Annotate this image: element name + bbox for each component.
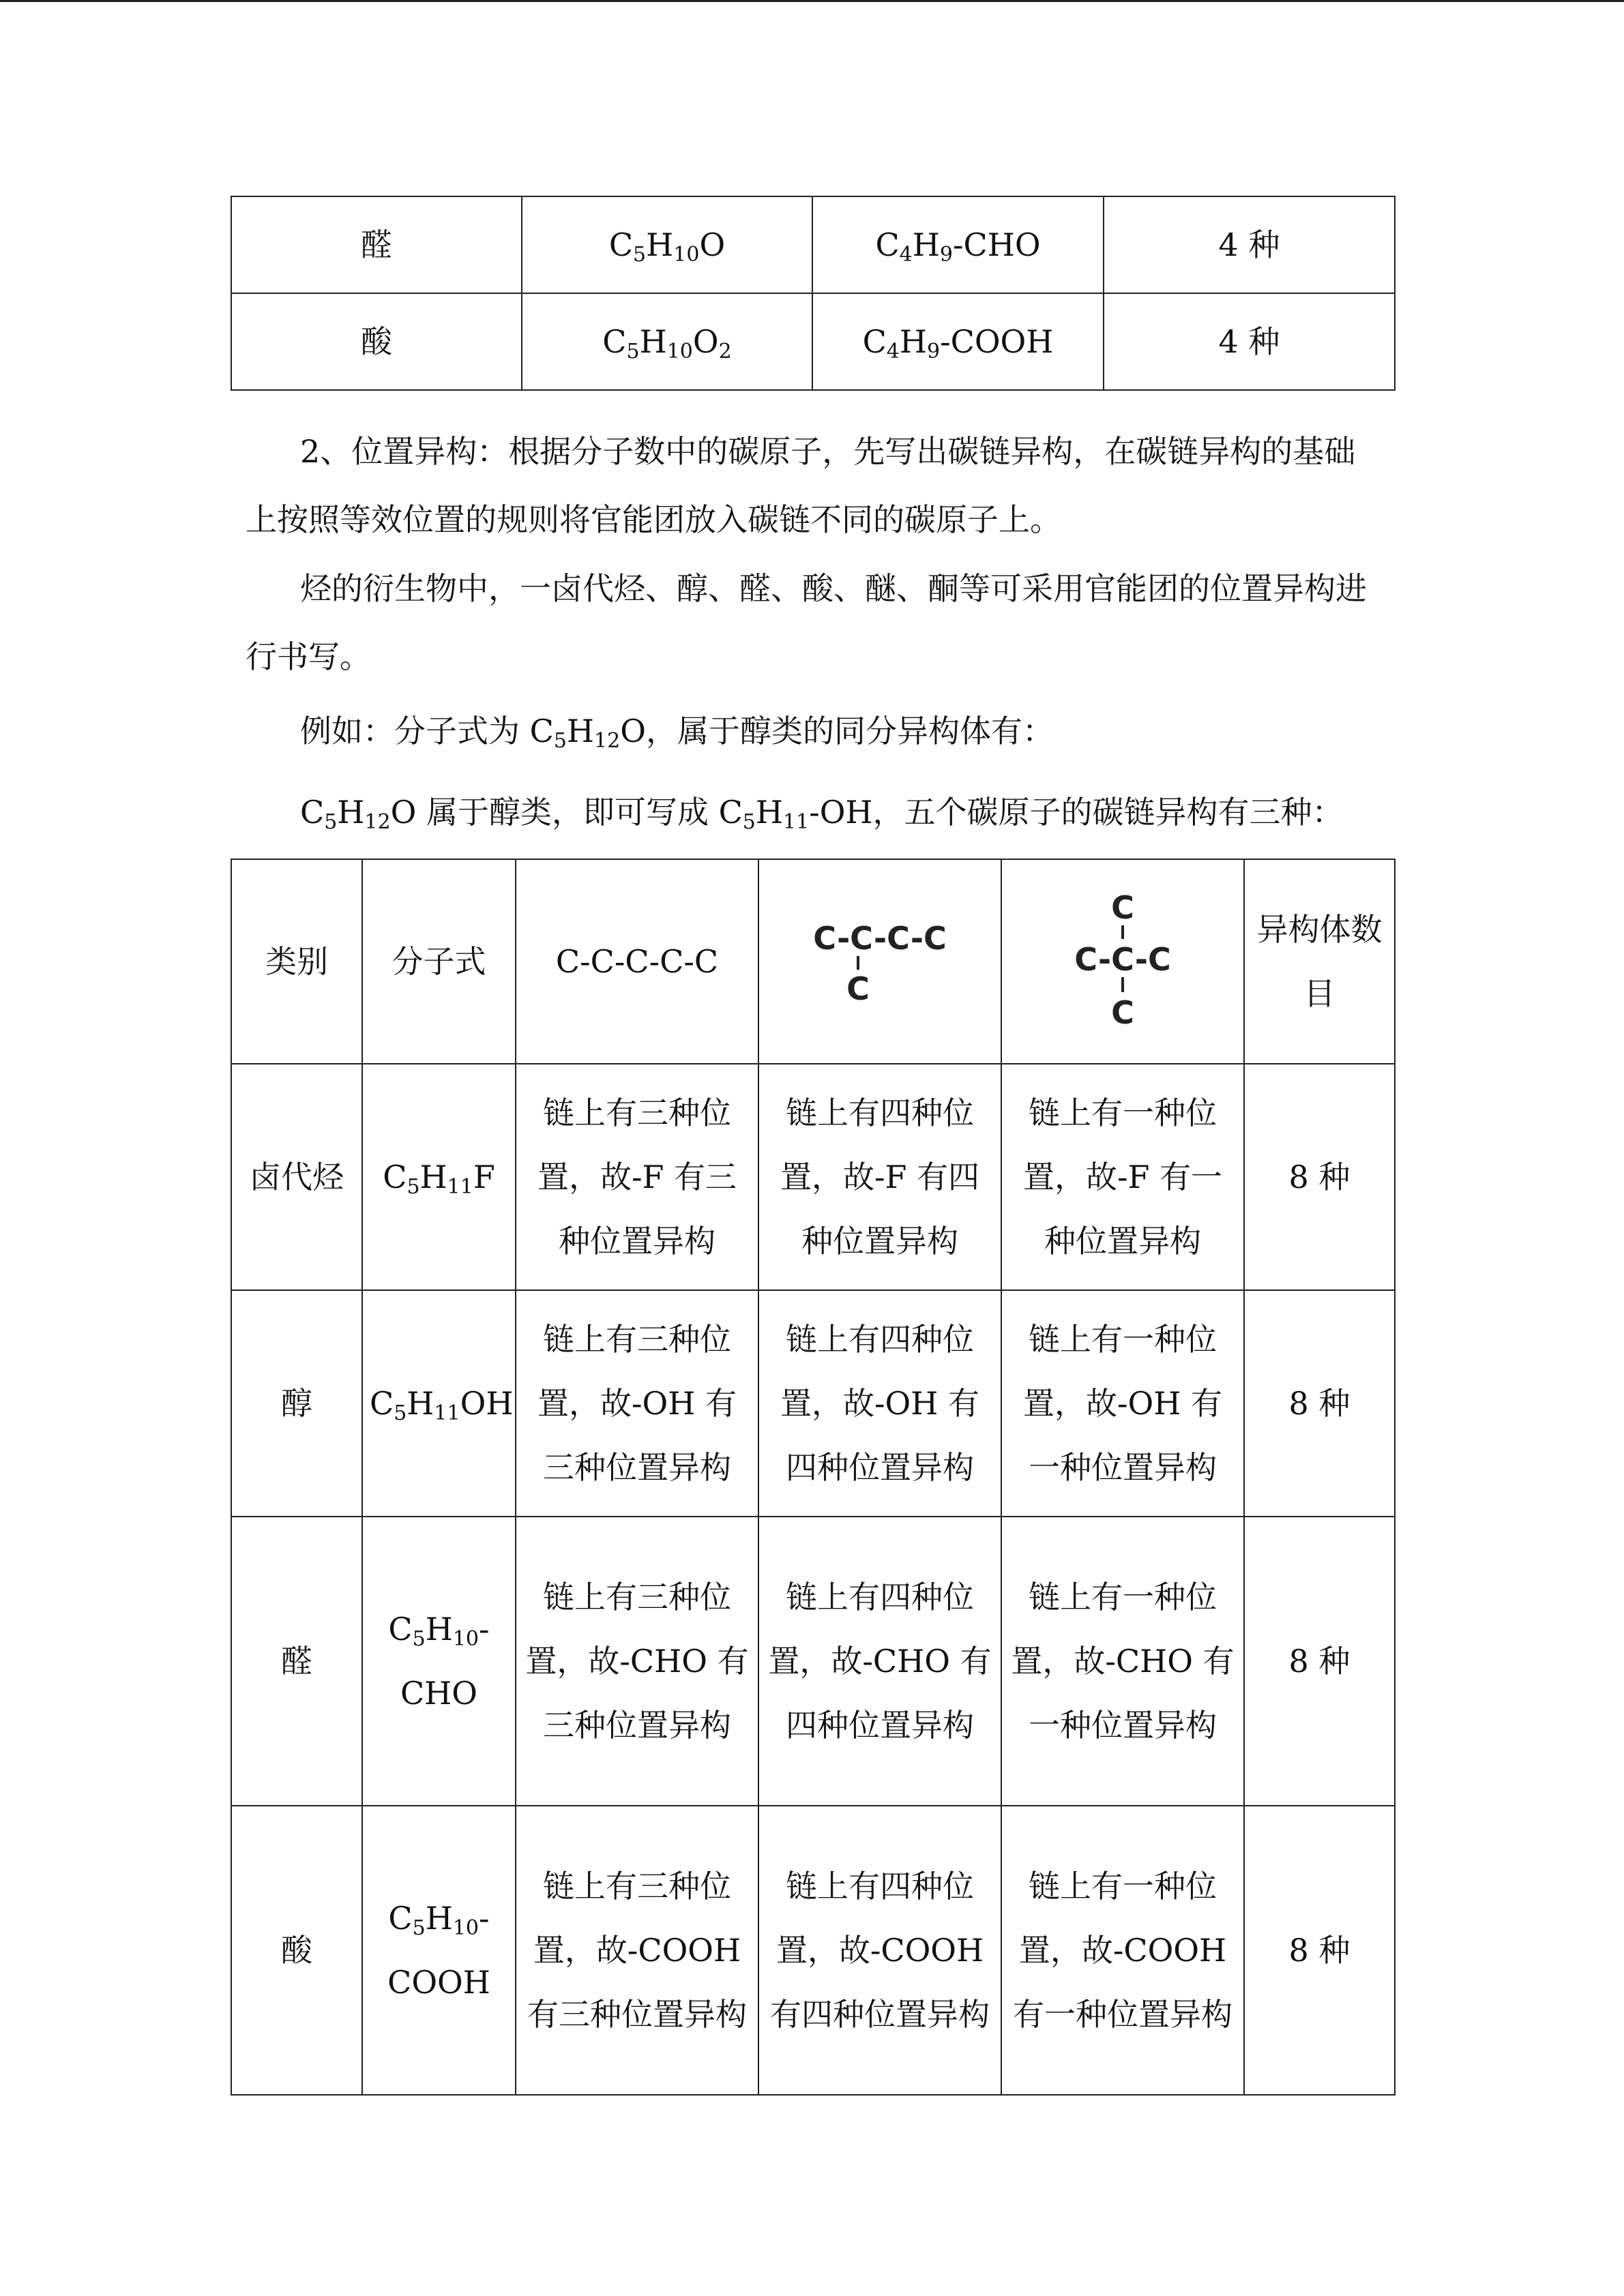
paragraph-example: 例如：分子式为 $C_5H_{12}O$，属于醇类的同分异构体有：: [300, 713, 1054, 753]
dimethylpropane-structure: [1054, 890, 1191, 1033]
class-cell: 酸: [231, 1806, 362, 2095]
chain2-cell: 链上有四种位置，故-F 有四种位置异构: [758, 1064, 1001, 1290]
chain2-cell: 链上有四种位置，故-CHO 有四种位置异构: [758, 1517, 1001, 1806]
count-cell: 4 种: [1104, 293, 1395, 390]
methylbutane-structure: [805, 914, 955, 1009]
formula-cell: $C_5H_{10}O$: [522, 196, 812, 293]
paragraph-alcohol-chains: $C_5H_{12}O$ 属于醇类，即可写成 $C_5H_{11}-OH$，五个碳原子的碳链异构有三种：: [300, 794, 1344, 834]
chain-bottom-text: C: [1111, 994, 1134, 1031]
page-top-border: [0, 0, 1624, 2]
header-chain-neo: [1001, 859, 1244, 1064]
chain1-cell: 链上有三种位置，故-COOH 有三种位置异构: [516, 1806, 758, 2095]
chain1-cell: 链上有三种位置，故-F 有三种位置异构: [516, 1064, 758, 1290]
header-count: 异构体数目: [1244, 859, 1395, 1064]
formula-cell: $C_5H_{11}OH$: [362, 1290, 516, 1517]
chain1-cell: 链上有三种位置，故-CHO 有三种位置异构: [516, 1517, 758, 1806]
formula-cell: $C_5H_{11}F$: [362, 1064, 516, 1290]
chain2-cell: 链上有四种位置，故-COOH 有四种位置异构: [758, 1806, 1001, 2095]
formula-cell: $C_5H_{10}$-COOH: [362, 1806, 516, 2095]
header-chain-straight: C-C-C-C-C: [516, 859, 758, 1064]
chain2-cell: 链上有四种位置，故-OH 有四种位置异构: [758, 1290, 1001, 1517]
chain1-cell: 链上有三种位置，故-OH 有三种位置异构: [516, 1290, 758, 1517]
table-row: [231, 293, 1395, 390]
count-cell: 8 种: [1244, 1806, 1395, 2095]
group-cell: $C_4H_9$-CHO: [812, 196, 1104, 293]
chain3-cell: 链上有一种位置，故-F 有一种位置异构: [1001, 1064, 1244, 1290]
class-cell: 醛: [231, 1517, 362, 1806]
chain3-cell: 链上有一种位置，故-OH 有一种位置异构: [1001, 1290, 1244, 1517]
aldehyde-acid-table: [231, 196, 1396, 391]
table-row: [231, 1064, 1395, 1290]
chain-branch-text: C: [846, 970, 870, 1007]
class-cell: 酸: [231, 293, 522, 390]
chain-top-text: C: [1111, 890, 1134, 926]
class-cell: 卤代烃: [231, 1064, 362, 1290]
count-cell: 4 种: [1104, 196, 1395, 293]
chain3-cell: 链上有一种位置，故-CHO 有一种位置异构: [1001, 1517, 1244, 1806]
count-cell: 8 种: [1244, 1064, 1395, 1290]
table-row: [231, 1290, 1395, 1517]
formula-cell: $C_5H_{10}O_2$: [522, 293, 812, 390]
count-cell: 8 种: [1244, 1290, 1395, 1517]
class-cell: 醛: [231, 196, 522, 293]
formula-cell: $C_5H_{10}$-CHO: [362, 1517, 516, 1806]
paragraph-position-isomerism: 2、位置异构：根据分子数中的碳原子，先写出碳链异构，在碳链异构的基础上按照等效位置的规则将官能团放入碳链不同的碳原子上。: [246, 433, 1356, 538]
chain-main-text: C-C-C-C: [813, 920, 947, 957]
header-formula: 分子式: [362, 859, 516, 1064]
table-header-row: [231, 859, 1395, 1064]
table-row: [231, 1806, 1395, 2095]
paragraph-derivatives: 烃的衍生物中，一卤代烃、醇、醛、酸、醚、酮等可采用官能团的位置异构进行书写。: [246, 570, 1367, 675]
chain-main-text: C-C-C: [1074, 941, 1171, 978]
header-class: 类别: [231, 859, 362, 1064]
header-chain-branched: [758, 859, 1001, 1064]
chain3-cell: 链上有一种位置，故-COOH 有一种位置异构: [1001, 1806, 1244, 2095]
isomer-table: [231, 859, 1396, 2096]
table-row: [231, 1517, 1395, 1806]
table-row: [231, 196, 1395, 293]
class-cell: 醇: [231, 1290, 362, 1517]
group-cell: $C_4H_9$-COOH: [812, 293, 1104, 390]
count-cell: 8 种: [1244, 1517, 1395, 1806]
